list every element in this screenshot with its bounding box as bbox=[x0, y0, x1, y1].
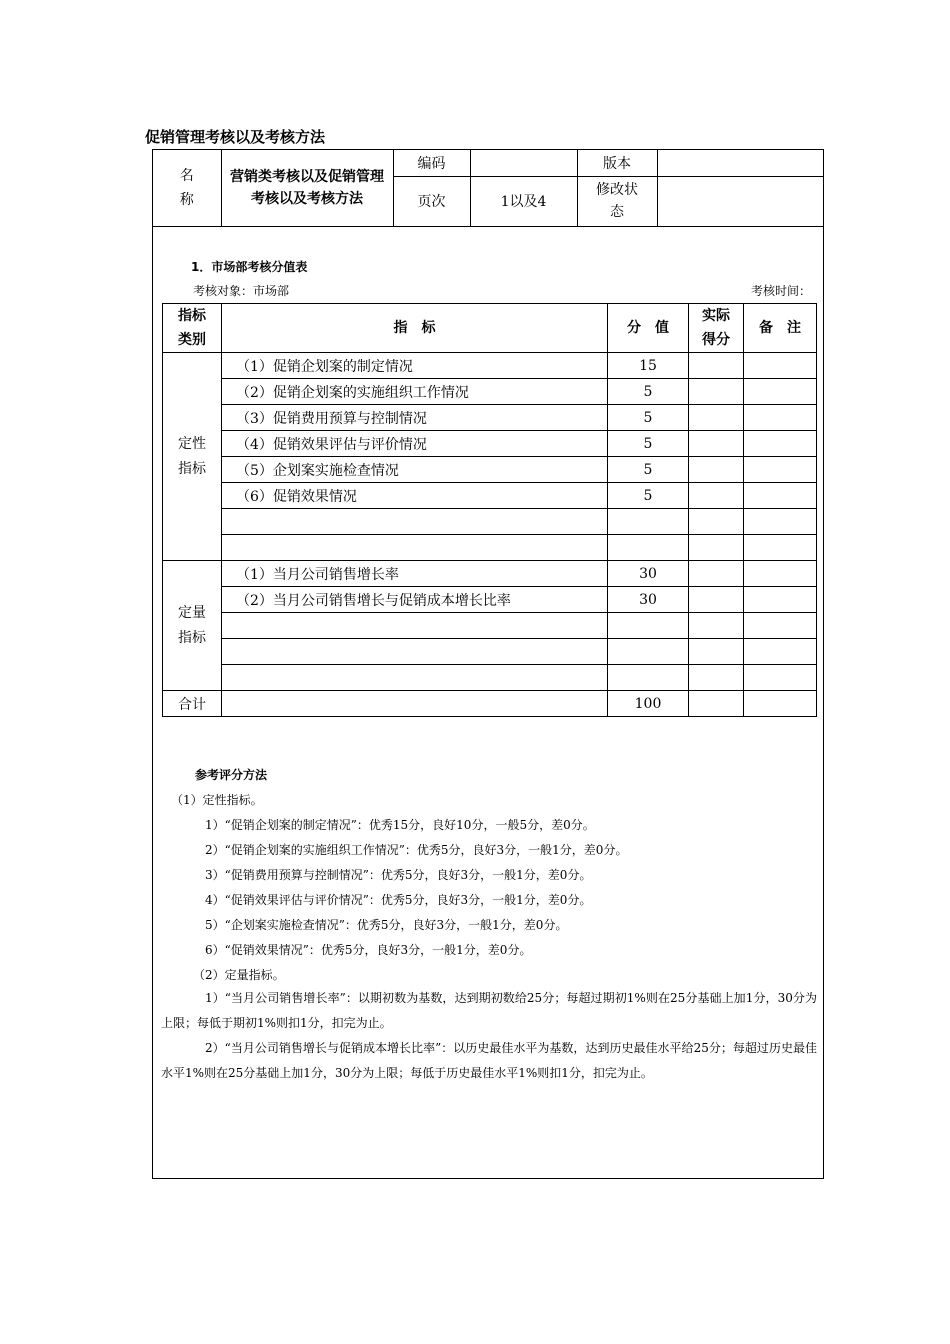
assessment-target: 考核对象：市场部 bbox=[193, 284, 290, 298]
actual-cell bbox=[689, 561, 744, 587]
remark-cell bbox=[744, 509, 817, 535]
remark-cell bbox=[744, 431, 817, 457]
table-row bbox=[163, 457, 817, 483]
method-qual-item: 6）“促销效果情况”：优秀5分，良好3分，一般1分，差0分。 bbox=[205, 943, 532, 957]
method-quant-heading: （2）定量指标。 bbox=[193, 968, 285, 982]
method-title: 参考评分方法 bbox=[195, 768, 268, 782]
method-qual-item: 4）“促销效果评估与评价情况”：优秀5分，良好3分，一般1分，差0分。 bbox=[205, 893, 592, 907]
table-row bbox=[163, 587, 817, 613]
indicator-cell: （1）当月公司销售增长率 bbox=[222, 561, 608, 587]
indicator-cell: （6）促销效果情况 bbox=[222, 483, 608, 509]
indicator-cell: （5）企划案实施检查情况 bbox=[222, 457, 608, 483]
remark-cell bbox=[744, 665, 817, 691]
actual-cell bbox=[689, 405, 744, 431]
header-name-value: 营销类考核以及促销管理考核以及考核方法 bbox=[221, 150, 393, 226]
score-cell bbox=[608, 509, 689, 535]
header-revision-label: 修改状态 bbox=[577, 176, 657, 226]
indicator-cell bbox=[222, 535, 608, 561]
table-row bbox=[163, 431, 817, 457]
table-row bbox=[163, 483, 817, 509]
table-row bbox=[163, 613, 817, 639]
score-cell: 5 bbox=[608, 379, 689, 405]
indicator-cell bbox=[222, 613, 608, 639]
remark-cell bbox=[744, 639, 817, 665]
col-indicator: 指 标 bbox=[222, 304, 608, 353]
header-table bbox=[153, 150, 823, 227]
total-score: 100 bbox=[608, 691, 689, 717]
table-row bbox=[163, 379, 817, 405]
actual-cell bbox=[689, 535, 744, 561]
header-version-label: 版本 bbox=[577, 150, 657, 176]
actual-cell bbox=[689, 457, 744, 483]
actual-cell bbox=[689, 483, 744, 509]
total-remark bbox=[744, 691, 817, 717]
score-cell bbox=[608, 613, 689, 639]
actual-cell bbox=[689, 431, 744, 457]
table-row bbox=[163, 405, 817, 431]
method-qual-item: 5）“企划案实施检查情况”：优秀5分，良好3分，一般1分，差0分。 bbox=[205, 918, 568, 932]
indicator-cell bbox=[222, 665, 608, 691]
header-version-value bbox=[657, 150, 823, 176]
score-cell bbox=[608, 535, 689, 561]
table-row bbox=[163, 665, 817, 691]
score-cell: 5 bbox=[608, 431, 689, 457]
total-actual bbox=[689, 691, 744, 717]
header-page-label: 页次 bbox=[393, 176, 470, 226]
score-table bbox=[162, 303, 817, 717]
score-cell: 5 bbox=[608, 457, 689, 483]
remark-cell bbox=[744, 587, 817, 613]
method-quant-item: 2）“当月公司销售增长与促销成本增长比率”：以历史最佳水平为基数，达到历史最佳水平给25分；每超过历史最佳水平1%则在25分基础上加1分，30分为上限；每低于历史最佳水平1%则扣1分，扣完为止。 bbox=[161, 1041, 817, 1080]
remark-cell bbox=[744, 457, 817, 483]
score-cell bbox=[608, 639, 689, 665]
col-remark: 备 注 bbox=[744, 304, 817, 353]
section-title: 1．市场部考核分值表 bbox=[191, 260, 308, 274]
header-page-value: 1以及4 bbox=[470, 176, 577, 226]
category-label: 定性指标 bbox=[163, 353, 222, 561]
header-name-label: 名称 bbox=[153, 150, 221, 226]
assessment-time: 考核时间： bbox=[750, 284, 811, 298]
actual-cell bbox=[689, 353, 744, 379]
indicator-cell: （1）促销企划案的制定情况 bbox=[222, 353, 608, 379]
remark-cell bbox=[744, 483, 817, 509]
indicator-cell: （2）当月公司销售增长与促销成本增长比率 bbox=[222, 587, 608, 613]
indicator-cell: （4）促销效果评估与评价情况 bbox=[222, 431, 608, 457]
remark-cell bbox=[744, 561, 817, 587]
table-row bbox=[163, 561, 817, 587]
actual-cell bbox=[689, 639, 744, 665]
indicator-cell: （2）促销企划案的实施组织工作情况 bbox=[222, 379, 608, 405]
total-label: 合计 bbox=[163, 691, 222, 717]
score-cell: 5 bbox=[608, 405, 689, 431]
remark-cell bbox=[744, 379, 817, 405]
actual-cell bbox=[689, 613, 744, 639]
score-table-header bbox=[163, 304, 817, 353]
method-quant-item: 1）“当月公司销售增长率”：以期初数为基数，达到期初数给25分；每超过期初1%则在25分基础上加1分，30分为上限；每低于期初1%则扣1分，扣完为止。 bbox=[161, 991, 817, 1030]
category-label: 定量指标 bbox=[163, 561, 222, 691]
remark-cell bbox=[744, 535, 817, 561]
actual-cell bbox=[689, 509, 744, 535]
header-revision-value bbox=[657, 176, 823, 226]
indicator-cell: （3）促销费用预算与控制情况 bbox=[222, 405, 608, 431]
indicator-cell bbox=[222, 509, 608, 535]
method-qual-heading: （1）定性指标。 bbox=[171, 793, 263, 807]
col-category: 指标类别 bbox=[163, 304, 222, 353]
col-actual: 实际得分 bbox=[689, 304, 744, 353]
remark-cell bbox=[744, 613, 817, 639]
total-empty bbox=[222, 691, 608, 717]
remark-cell bbox=[744, 353, 817, 379]
table-row bbox=[163, 353, 817, 379]
method-qual-item: 3）“促销费用预算与控制情况”：优秀5分，良好3分，一般1分，差0分。 bbox=[205, 868, 592, 882]
method-qual-item: 2）“促销企划案的实施组织工作情况”：优秀5分，良好3分，一般1分，差0分。 bbox=[205, 843, 628, 857]
document-frame bbox=[152, 149, 824, 1179]
score-cell: 5 bbox=[608, 483, 689, 509]
score-cell: 30 bbox=[608, 587, 689, 613]
header-code-value bbox=[470, 150, 577, 176]
total-row bbox=[163, 691, 817, 717]
remark-cell bbox=[744, 405, 817, 431]
score-cell: 30 bbox=[608, 561, 689, 587]
actual-cell bbox=[689, 379, 744, 405]
score-cell: 15 bbox=[608, 353, 689, 379]
actual-cell bbox=[689, 587, 744, 613]
document-title: 促销管理考核以及考核方法 bbox=[145, 128, 326, 146]
actual-cell bbox=[689, 665, 744, 691]
col-score: 分 值 bbox=[608, 304, 689, 353]
method-qual-item: 1）“促销企划案的制定情况”：优秀15分，良好10分，一般5分，差0分。 bbox=[205, 818, 595, 832]
table-row bbox=[163, 535, 817, 561]
header-code-label: 编码 bbox=[393, 150, 470, 176]
score-cell bbox=[608, 665, 689, 691]
table-row bbox=[163, 639, 817, 665]
table-row bbox=[163, 509, 817, 535]
indicator-cell bbox=[222, 639, 608, 665]
